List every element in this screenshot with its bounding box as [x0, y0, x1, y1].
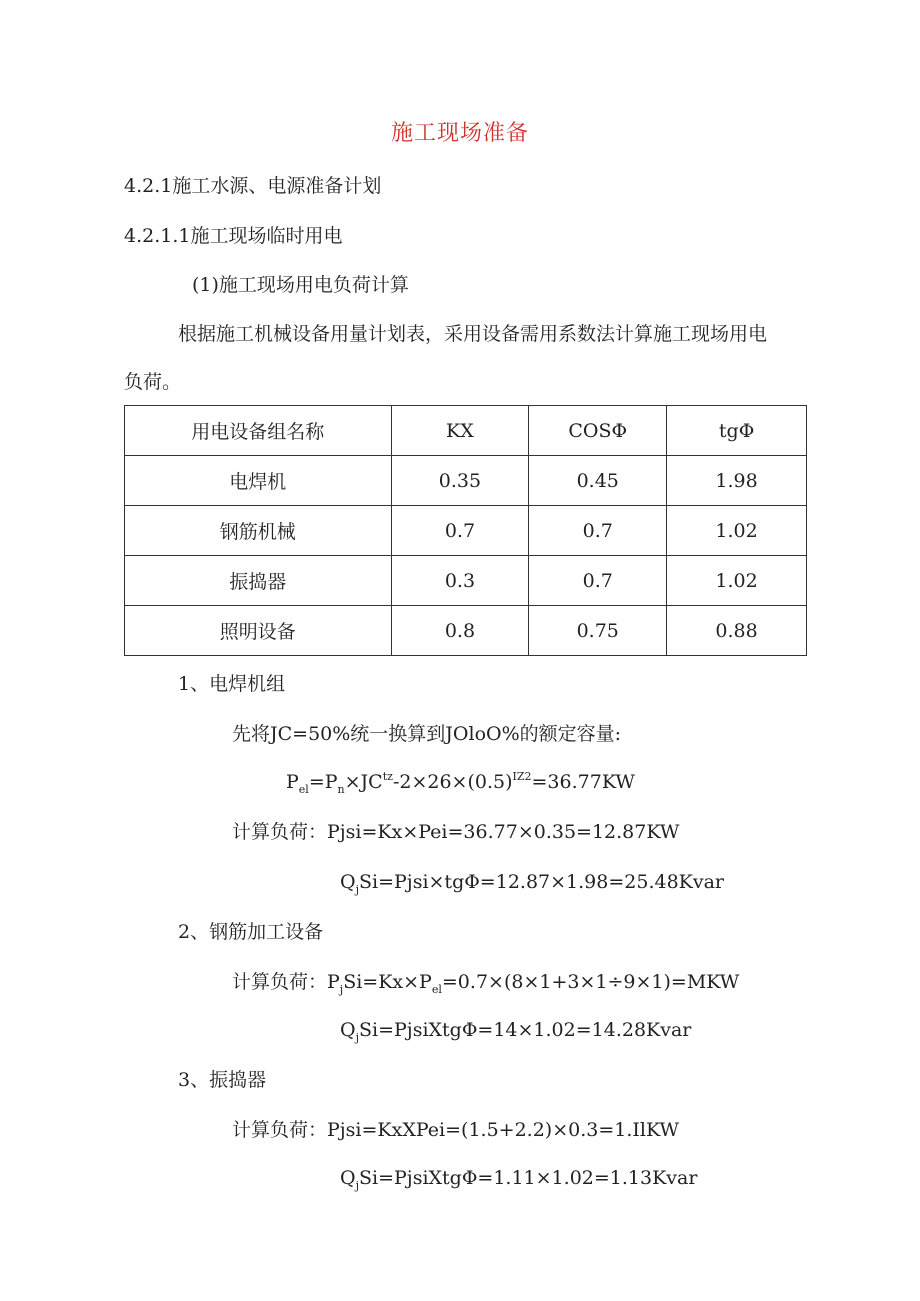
table-cell: 0.7 [529, 506, 667, 556]
formula-subscript: j [355, 1031, 359, 1044]
heading-4-2-1-1: 4.2.1.1施工现场临时用电 [124, 225, 343, 247]
table-cell: 1.02 [667, 506, 807, 556]
table-cell: 0.75 [529, 606, 667, 656]
formula-text: =0.7×(8×1+3×1÷9×1)=MKW [441, 971, 740, 993]
header-cell: 用电设备组名称 [125, 406, 392, 456]
table-row [125, 556, 807, 606]
header-cell: COSΦ [529, 406, 667, 456]
formula-text: Si=Pjsi×tgΦ=12.87×1.98=25.48Kvar [359, 871, 724, 893]
section-1-formula-active-load: 计算负荷：Pjsi=Kx×Pei=36.77×0.35=12.87KW [232, 821, 680, 843]
section-3-heading: 3、振捣器 [178, 1069, 267, 1091]
table-cell: 0.3 [391, 556, 529, 606]
formula-subscript: el [298, 783, 309, 796]
formula-text: ×JC [344, 771, 383, 793]
formula-text: Q [340, 871, 356, 893]
section-2-formula-reactive-load [340, 1018, 691, 1045]
formula-text: Si=Kx×P [343, 971, 432, 993]
intro-paragraph-line-1: 根据施工机械设备用量计划表，采用设备需用系数法计算施工现场用电 [178, 323, 768, 345]
heading-load-calculation: (1)施工现场用电负荷计算 [192, 274, 409, 296]
heading-4-2-1: 4.2.1施工水源、电源准备计划 [124, 175, 382, 197]
formula-subscript: j [339, 983, 344, 996]
table-cell: 0.8 [391, 606, 529, 656]
table-cell: 1.02 [667, 556, 807, 606]
table-row [125, 506, 807, 556]
formula-text: Si=PjsiXtgΦ=14×1.02=14.28Kvar [359, 1019, 692, 1041]
table-cell: 1.98 [667, 456, 807, 506]
section-1-formula-reactive-load [340, 870, 724, 897]
formula-subscript: j [355, 883, 359, 896]
formula-text: =36.77KW [531, 771, 635, 793]
formula-text: =P [308, 771, 338, 793]
table-cell: 0.7 [529, 556, 667, 606]
formula-subscript: j [355, 1179, 359, 1192]
table-cell: 0.7 [391, 506, 529, 556]
table-row [125, 456, 807, 506]
formula-superscript: tz [382, 770, 393, 783]
table-header-row [125, 406, 807, 456]
table-cell: 振捣器 [125, 556, 392, 606]
table-cell: 0.35 [391, 456, 529, 506]
section-1-heading: 1、电焊机组 [178, 673, 286, 695]
section-1-note: 先将JC=50%统一换算到JOloO%的额定容量: [232, 723, 622, 745]
header-cell: KX [391, 406, 529, 456]
table-cell: 照明设备 [125, 606, 392, 656]
formula-text: Q [340, 1167, 356, 1189]
formula-text: Q [340, 1019, 356, 1041]
section-1-formula-rated-power [286, 770, 635, 797]
section-2-heading: 2、钢筋加工设备 [178, 921, 324, 943]
section-2-formula-active-load [232, 970, 739, 997]
table-cell: 钢筋机械 [125, 506, 392, 556]
intro-paragraph-line-2: 负荷。 [124, 371, 182, 393]
page-title: 施工现场准备 [390, 121, 529, 146]
formula-superscript: IZ2 [512, 770, 532, 783]
formula-subscript: n [337, 783, 345, 796]
formula-subscript: el [431, 983, 442, 996]
section-3-formula-reactive-load [340, 1166, 697, 1193]
header-cell: tgΦ [667, 406, 807, 456]
table-cell: 0.45 [529, 456, 667, 506]
formula-text: -2×26×(0.5) [392, 771, 513, 793]
table-cell: 电焊机 [125, 456, 392, 506]
section-3-formula-active-load: 计算负荷：Pjsi=KxXPei=(1.5+2.2)×0.3=1.IlKW [232, 1119, 680, 1141]
table-cell: 0.88 [667, 606, 807, 656]
table-row [125, 606, 807, 656]
formula-text: P [286, 771, 299, 793]
formula-text: 计算负荷：P [232, 971, 340, 993]
formula-text: Si=PjsiXtgΦ=1.11×1.02=1.13Kvar [359, 1167, 698, 1189]
load-coefficient-table [124, 405, 807, 656]
